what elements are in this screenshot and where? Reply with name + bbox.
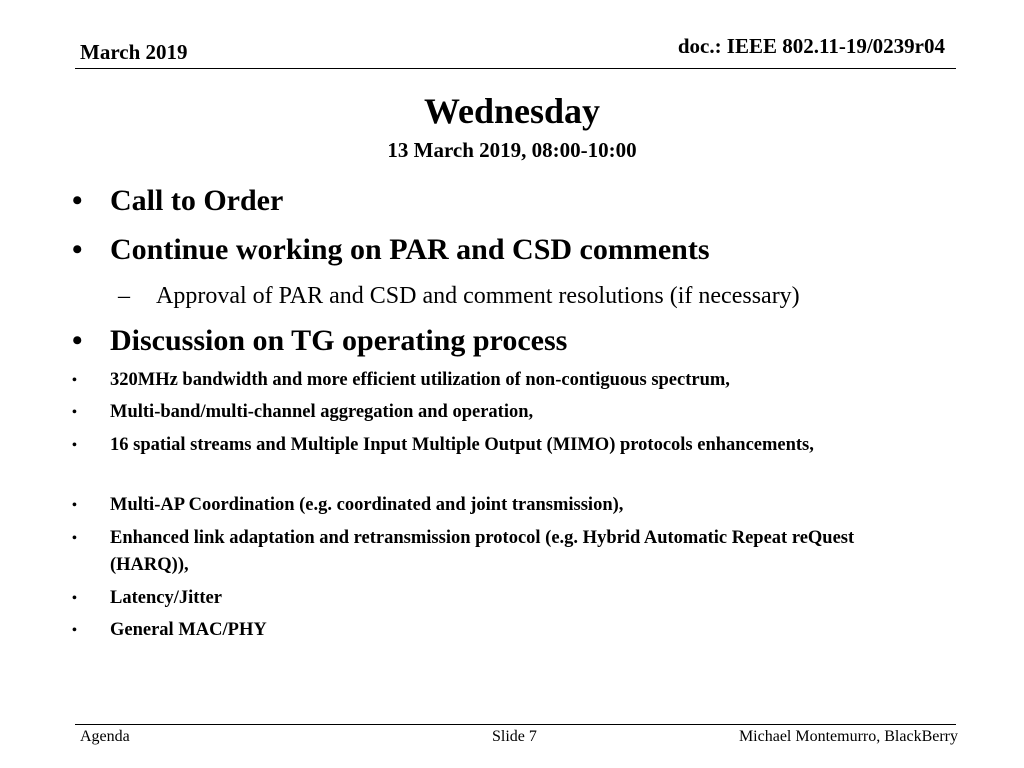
sub-item-approval (118, 282, 800, 310)
slide-title: Wednesday (423, 91, 601, 131)
bullet: • (72, 591, 77, 606)
topic-label: General MAC/PHY (110, 620, 267, 640)
bullet: • (72, 498, 77, 513)
topic-item (72, 492, 910, 519)
topic-label: Multi-AP Coordination (e.g. coordinated and joint transmission), (110, 495, 624, 515)
slide-subtitle: 13 March 2019, 08:00-10:00 (387, 138, 637, 162)
bullet: • (72, 184, 83, 217)
header-date: March 2019 (80, 40, 188, 64)
topic-label: Latency/Jitter (110, 588, 222, 608)
footer-rule (75, 724, 956, 725)
bullet: • (72, 324, 83, 357)
topic-item (72, 525, 910, 579)
topic-label: 320MHz bandwidth and more efficient utilization of non-contiguous spectrum, (110, 370, 730, 390)
topic-item (72, 585, 910, 612)
agenda-item-tg-process (72, 324, 568, 358)
topic-label: Multi-band/multi-channel aggregation and operation, (110, 402, 534, 422)
bullet: • (72, 531, 77, 546)
footer-slide-number: Slide 7 (492, 728, 537, 745)
agenda-item-label: Discussion on TG operating process (110, 324, 568, 357)
agenda-item-label: Continue working on PAR and CSD comments (110, 233, 710, 266)
topic-label: Enhanced link adaptation and retransmission protocol (e.g. Hybrid Automatic Repeat reQuest (HARQ)), (110, 528, 855, 575)
topic-label: 16 spatial streams and Multiple Input Multiple Output (MIMO) protocols enhancements, (110, 435, 814, 455)
bullet: • (72, 233, 83, 266)
header-doc-id: doc.: IEEE 802.11-19/0239r04 (677, 34, 945, 58)
topic-item (72, 399, 910, 426)
footer-left: Agenda (80, 728, 130, 745)
agenda-item-call-to-order (72, 184, 284, 218)
topic-item (72, 617, 910, 644)
bullet: • (72, 373, 77, 388)
header-rule (75, 68, 956, 69)
bullet: • (72, 405, 77, 420)
footer-author: Michael Montemurro, BlackBerry (738, 728, 958, 745)
dash: – (118, 283, 130, 309)
topic-item (72, 432, 870, 459)
topic-item (72, 367, 910, 394)
bullet: • (72, 623, 77, 638)
bullet: • (72, 438, 77, 453)
agenda-item-label: Call to Order (110, 184, 284, 217)
agenda-item-par-csd (72, 233, 710, 267)
sub-item-label: Approval of PAR and CSD and comment resolutions (if necessary) (156, 283, 800, 309)
